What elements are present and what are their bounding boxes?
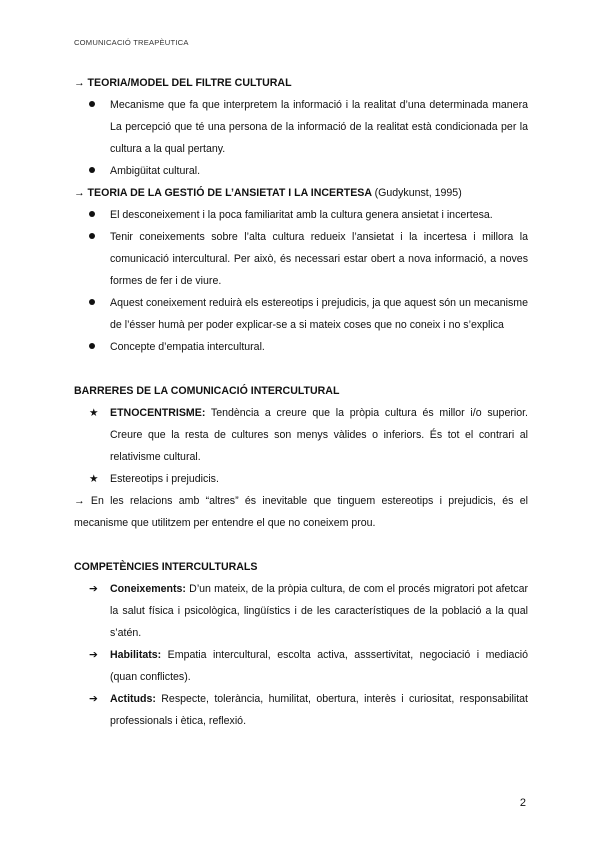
list-item-text: Aquest coneixement reduirà els estereotips i prejudicis, ja que aquest són un mecanisme de l’ésser humà per poder explicar-se a si mateix coses que no coneix i no s’explica <box>110 297 528 331</box>
arrow-right-icon: ➔ <box>89 693 98 705</box>
list-item-text: Empatia intercultural, escolta activa, asssertivitat, negociació i mediació (quan conflictes). <box>110 649 528 683</box>
list-item-text: Estereotips i prejudicis. <box>110 473 219 485</box>
bullet-dot-icon <box>89 204 103 226</box>
list-item-text: Tenir coneixements sobre l’alta cultura redueix l’ansietat i la incertesa i millora la comunicació intercultural. Per això, és necessari estar obert a nova informació, a noves formes de fer i de viure. <box>110 231 528 287</box>
arrow-right-icon: ➔ <box>89 649 98 661</box>
list-item <box>74 336 528 358</box>
list-item <box>74 688 528 732</box>
star-icon: ★ <box>89 407 99 419</box>
bullet-dot-icon <box>89 292 103 314</box>
arrow-right-icon: ➔ <box>89 583 98 595</box>
section-heading-competencies: COMPETÈNCIES INTERCULTURALS <box>74 561 258 573</box>
bullet-dot-icon <box>89 226 103 248</box>
section-heading-ansietat-incertesa <box>74 182 528 204</box>
list-item <box>74 292 528 336</box>
list-item-text: Respecte, tolerància, humilitat, obertura, interès i curiositat, responsabilitat professionals i ètica, reflexió. <box>110 693 528 727</box>
star-list-barreres <box>74 402 528 490</box>
bullet-list-filtre-cultural <box>74 94 528 182</box>
running-header: COMUNICACIÓ TREAPÈUTICA <box>74 38 189 47</box>
list-item-text: Tendència a creure que la pròpia cultura és millor i/o superior. Creure que la resta de cultures son menys vàlides o inferiors. És tot el contrari al relativisme cultural. <box>110 407 528 463</box>
paragraph-estereotips: → En les relacions amb “altres” és inevitable que tinguem estereotips i prejudicis, és el mecanisme que utilitzem per entendre el que no coneixem prou. <box>74 495 528 529</box>
list-item-text: D’un mateix, de la pròpia cultura, de com el procés migratori pot afetcar la salut física i psicològica, lingüístics i de les característiques de la població a la qual s’atén. <box>110 583 528 639</box>
term-label: Coneixements: <box>110 583 186 595</box>
page-number: 2 <box>519 797 526 809</box>
list-item <box>74 578 528 644</box>
bullet-dot-icon <box>89 336 103 358</box>
list-item <box>74 160 528 182</box>
list-item-text: Mecanisme que fa que interpretem la informació i la realitat d’una determinada manera La percepció que té una persona de la informació de la realitat està condicionada per la cultura a la qual pertany. <box>110 99 528 155</box>
bullet-dot-icon <box>89 160 103 182</box>
section-heading-text: → TEORIA DE LA GESTIÓ DE L’ANSIETAT I LA INCERTESA <box>74 187 372 199</box>
list-item-text: El desconeixement i la poca familiaritat amb la cultura genera ansietat i incertesa. <box>110 209 493 221</box>
star-icon: ★ <box>89 473 99 485</box>
heading-citation: (Gudykunst, 1995) <box>374 187 462 199</box>
term-label: Habilitats: <box>110 649 162 661</box>
list-item <box>74 226 528 292</box>
list-item <box>74 402 528 468</box>
list-item <box>74 644 528 688</box>
section-heading-barreres: BARRERES DE LA COMUNICACIÓ INTERCULTURAL <box>74 385 340 397</box>
bullet-list-ansietat <box>74 204 528 358</box>
term-label: ETNOCENTRISME: <box>110 407 206 419</box>
section-heading-filtre-cultural: → TEORIA/MODEL DEL FILTRE CULTURAL <box>74 77 292 89</box>
term-label: Actituds: <box>110 693 156 705</box>
list-item <box>74 468 528 490</box>
list-item <box>74 204 528 226</box>
bullet-dot-icon <box>89 94 103 116</box>
list-item <box>74 94 528 160</box>
list-item-text: Ambigüitat cultural. <box>110 165 201 177</box>
list-item-text: Concepte d’empatia intercultural. <box>110 341 265 353</box>
document-body <box>74 72 528 732</box>
arrow-list-competencies <box>74 578 528 732</box>
